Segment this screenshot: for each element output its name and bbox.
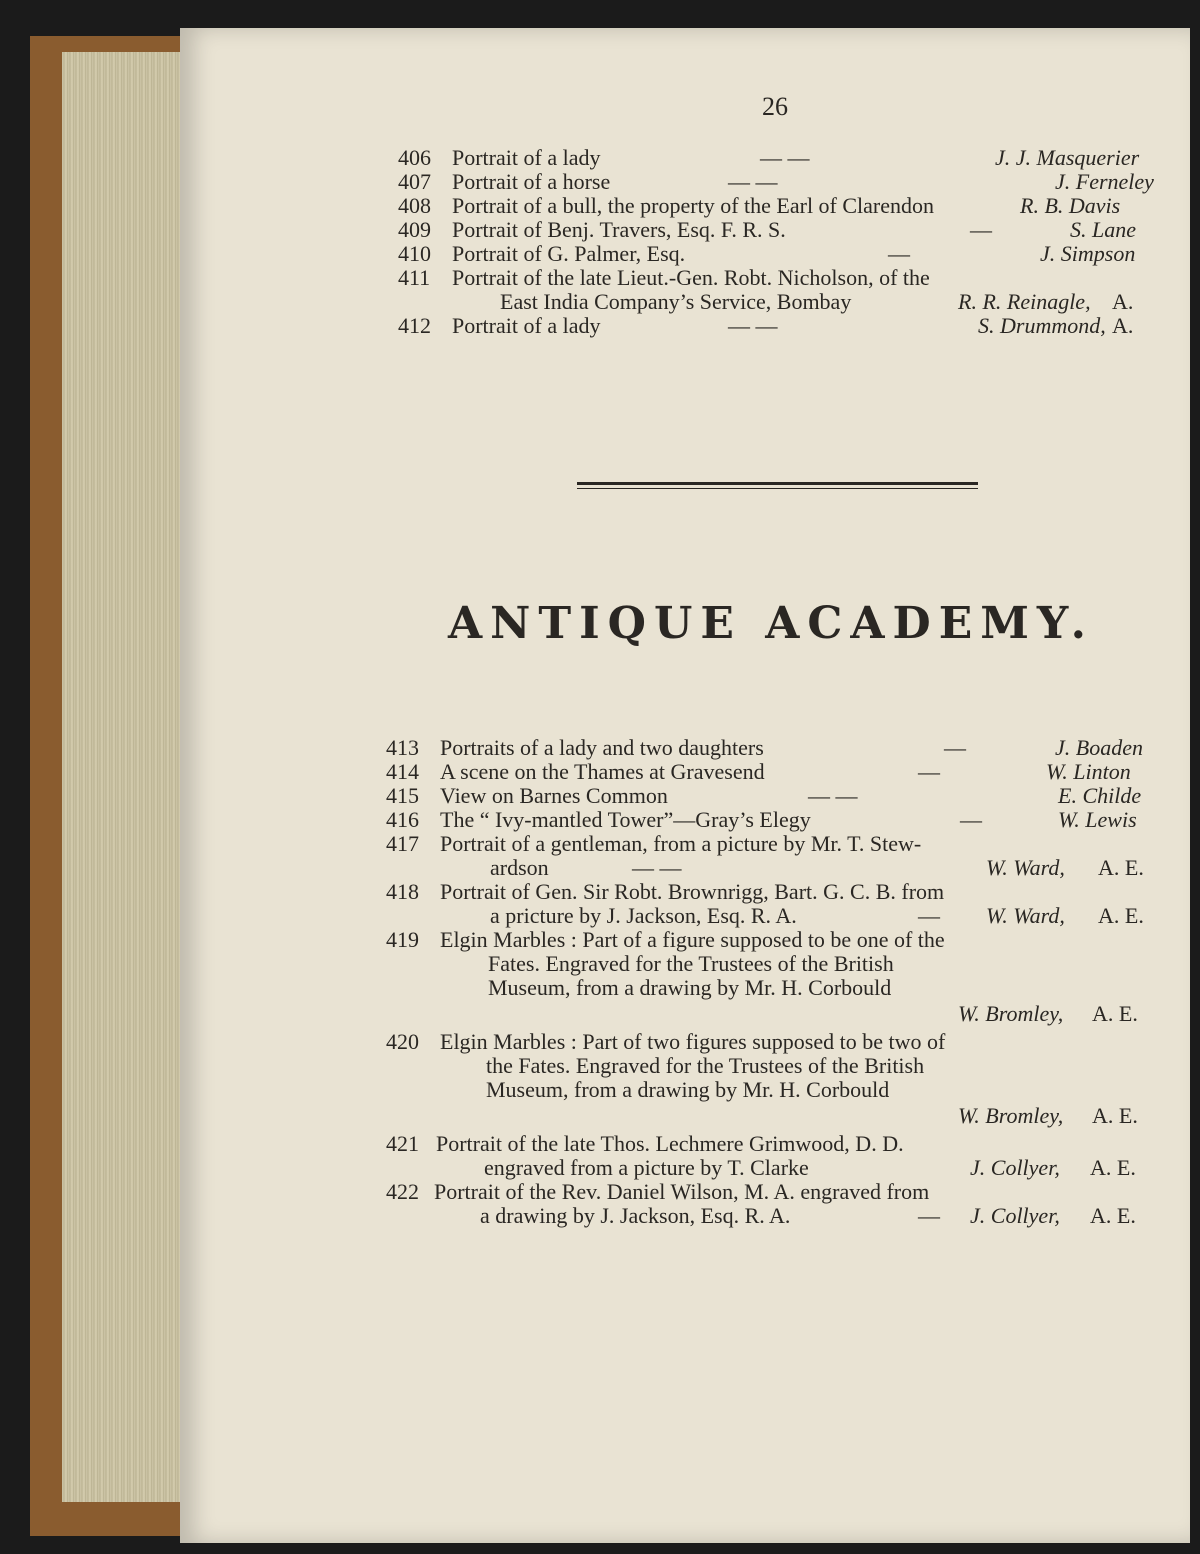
entry-title: Portrait of G. Palmer, Esq. bbox=[452, 241, 686, 266]
entry-title: View on Barnes Common bbox=[440, 783, 668, 808]
entry-artist: R. R. Reinagle, bbox=[958, 289, 1091, 314]
entry-artist: W. Ward, bbox=[986, 903, 1065, 928]
entry-title: Portrait of a horse bbox=[452, 169, 611, 194]
entry-number: 417 bbox=[386, 831, 419, 856]
divider-rule bbox=[577, 488, 978, 489]
entry-continuation: Museum, from a drawing by Mr. H. Corbould bbox=[488, 975, 892, 1000]
entry-artist: J. Boaden bbox=[1055, 735, 1143, 760]
entry-title: Portrait of the Rev. Daniel Wilson, M. A. engraved from bbox=[434, 1179, 930, 1204]
entry-continuation: a drawing by J. Jackson, Esq. R. A. bbox=[480, 1203, 791, 1228]
entry-number: 413 bbox=[386, 735, 419, 760]
page-number: 26 bbox=[762, 92, 788, 121]
entry-artist: W. Lewis bbox=[1058, 807, 1137, 832]
page-edges bbox=[62, 52, 192, 1502]
entry-artist: J. Simpson bbox=[1040, 241, 1136, 266]
entry-dash: — — bbox=[728, 169, 778, 194]
entry-continuation: ardson bbox=[490, 855, 549, 880]
entry-number: 412 bbox=[398, 313, 431, 338]
entry-title: Portrait of the late Thos. Lechmere Grimwood, D. D. bbox=[436, 1131, 904, 1156]
divider-rule bbox=[577, 482, 978, 485]
entry-title: Portrait of a gentleman, from a picture by Mr. T. Stew- bbox=[440, 831, 922, 856]
entry-dash: — bbox=[970, 217, 992, 242]
entry-number: 409 bbox=[398, 217, 431, 242]
entry-artist: J. Ferneley bbox=[1055, 169, 1154, 194]
entry-continuation: Fates. Engraved for the Trustees of the British bbox=[488, 951, 894, 976]
entry-title: Portrait of Benj. Travers, Esq. F. R. S. bbox=[452, 217, 786, 242]
entry-suffix: A. E. bbox=[1092, 1001, 1138, 1026]
entry-dash: — — bbox=[760, 145, 810, 170]
entry-suffix: A. E. bbox=[1098, 855, 1144, 880]
entry-dash: — — bbox=[632, 855, 682, 880]
entry-continuation: Museum, from a drawing by Mr. H. Corbould bbox=[486, 1077, 890, 1102]
entry-artist: W. Bromley, bbox=[958, 1001, 1064, 1026]
entry-title: Portrait of a bull, the property of the Earl of Clarendon bbox=[452, 193, 935, 218]
entry-suffix: A. E. bbox=[1090, 1203, 1136, 1228]
entry-title: Elgin Marbles : Part of a figure supposed to be one of the bbox=[440, 927, 945, 952]
entry-artist: S. Drummond, bbox=[978, 313, 1106, 338]
entry-dash: — bbox=[918, 1203, 940, 1228]
entry-number: 421 bbox=[386, 1131, 419, 1156]
section-heading: ANTIQUE ACADEMY. bbox=[448, 598, 1094, 649]
entry-number: 414 bbox=[386, 759, 419, 784]
entry-suffix: A. E. bbox=[1092, 1103, 1138, 1128]
entry-artist: W. Ward, bbox=[986, 855, 1065, 880]
entry-title: A scene on the Thames at Gravesend bbox=[440, 759, 765, 784]
entry-continuation: East India Company’s Service, Bombay bbox=[500, 289, 852, 314]
entry-artist: E. Childe bbox=[1058, 783, 1142, 808]
entry-number: 410 bbox=[398, 241, 431, 266]
entry-dash: — — bbox=[808, 783, 858, 808]
entry-title: Portraits of a lady and two daughters bbox=[440, 735, 764, 760]
entry-artist: R. B. Davis bbox=[1020, 193, 1121, 218]
entry-title: Portrait of Gen. Sir Robt. Brownrigg, Bart. G. C. B. from bbox=[440, 879, 945, 904]
entry-dash: — bbox=[960, 807, 982, 832]
entry-continuation: a pricture by J. Jackson, Esq. R. A. bbox=[490, 903, 797, 928]
entry-artist: J. Collyer, bbox=[970, 1155, 1060, 1180]
entry-number: 418 bbox=[386, 879, 419, 904]
entry-title: Elgin Marbles : Part of two figures supposed to be two of bbox=[440, 1029, 946, 1054]
entry-title: Portrait of a lady bbox=[452, 145, 601, 170]
entry-number: 408 bbox=[398, 193, 431, 218]
entry-continuation: the Fates. Engraved for the Trustees of the British bbox=[486, 1053, 925, 1078]
entry-artist: W. Bromley, bbox=[958, 1103, 1064, 1128]
entry-dash: — — bbox=[728, 313, 778, 338]
entry-suffix: A. bbox=[1112, 313, 1134, 338]
entry-title: Portrait of the late Lieut.-Gen. Robt. Nicholson, of the bbox=[452, 265, 930, 290]
entry-number: 406 bbox=[398, 145, 431, 170]
entry-dash: — bbox=[918, 903, 940, 928]
entry-suffix: A. E. bbox=[1098, 903, 1144, 928]
entry-number: 411 bbox=[398, 265, 431, 290]
entry-title: The “ Ivy-mantled Tower”—Gray’s Elegy bbox=[440, 807, 811, 832]
entry-artist: J. J. Masquerier bbox=[995, 145, 1140, 170]
entry-artist: J. Collyer, bbox=[970, 1203, 1060, 1228]
entry-dash: — bbox=[888, 241, 910, 266]
entry-number: 407 bbox=[398, 169, 431, 194]
entry-number: 422 bbox=[386, 1179, 419, 1204]
entry-artist: W. Linton bbox=[1046, 759, 1131, 784]
entry-number: 420 bbox=[386, 1029, 419, 1054]
entry-number: 415 bbox=[386, 783, 419, 808]
entry-suffix: A. E. bbox=[1090, 1155, 1136, 1180]
entry-number: 416 bbox=[386, 807, 419, 832]
entry-suffix: A. bbox=[1112, 289, 1134, 314]
entry-number: 419 bbox=[386, 927, 419, 952]
entry-continuation: engraved from a picture by T. Clarke bbox=[484, 1155, 809, 1180]
entry-dash: — bbox=[918, 759, 940, 784]
entry-title: Portrait of a lady bbox=[452, 313, 601, 338]
entry-dash: — bbox=[944, 735, 966, 760]
entry-artist: S. Lane bbox=[1070, 217, 1136, 242]
